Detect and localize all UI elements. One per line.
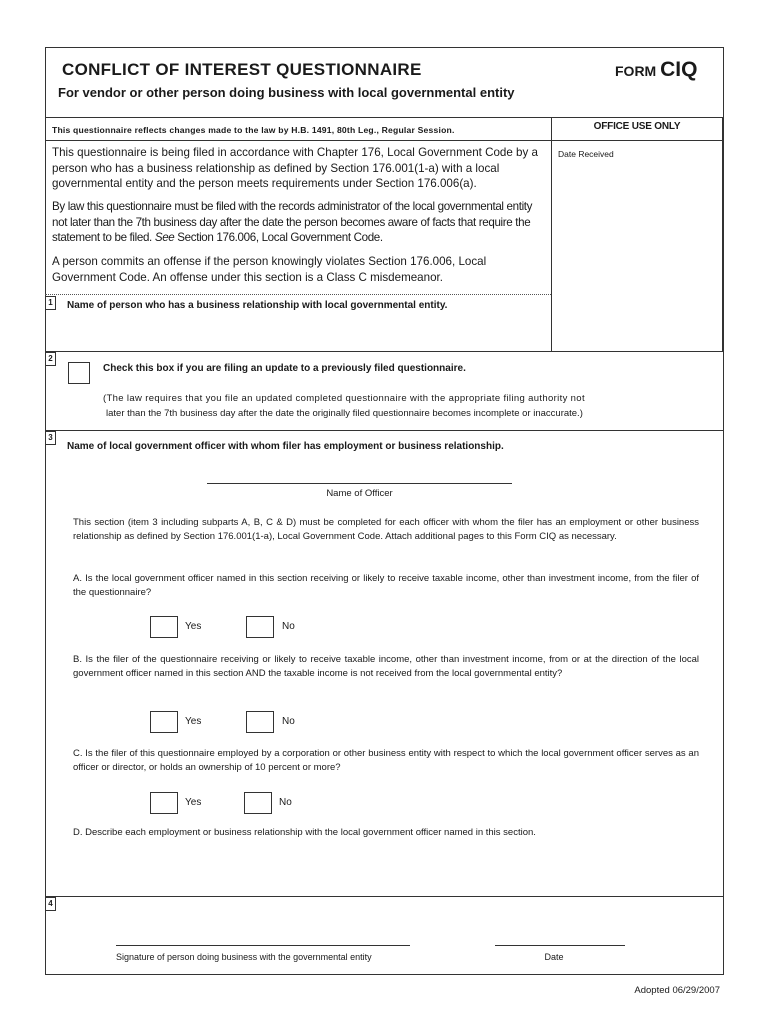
adopted-date: Adopted 06/29/2007 [634,985,720,996]
question-c-no-checkbox[interactable] [244,792,272,814]
section-3-label: Name of local government officer with whom filer has employment or business relationship. [67,441,504,452]
note-divider [45,140,551,141]
header-divider [45,117,551,118]
update-checkbox[interactable] [68,362,90,384]
office-use-divider [551,140,723,141]
section-2-number: 2 [45,352,56,366]
intro-paragraph-2-see: See [154,231,175,244]
question-b-yes-checkbox[interactable] [150,711,178,733]
office-use-title: OFFICE USE ONLY [593,121,681,132]
question-a-no-checkbox[interactable] [246,616,274,638]
section-2-divider [45,351,724,352]
section-1-label: Name of person who has a business relationship with local governmental entity. [67,300,448,311]
section-1-number: 1 [45,296,56,310]
section-1-name-field[interactable] [56,316,546,350]
form-code: CIQ [660,58,698,81]
signature-line[interactable] [116,945,410,946]
signature-caption: Signature of person doing business with the governmental entity [116,952,372,962]
date-received-label: Date Received [558,149,614,159]
question-a-yes-checkbox[interactable] [150,616,178,638]
date-caption: Date [544,952,564,962]
question-d: D. Describe each employment or business relationship with the local government officer named in this section. [73,827,536,838]
question-b-no-checkbox[interactable] [246,711,274,733]
intro-paragraph-2-main: By law this questionnaire must be filed with the records administrator of the local governmental entity not later than the 7th business day after the date the person becomes aware of facts that require the statement to be filed. [52,200,533,244]
section-4-divider [45,896,724,897]
section-2-label: Check this box if you are filing an update to a previously filed questionnaire. [103,363,466,374]
question-c-yes-label: Yes [185,797,202,808]
section-3-divider [45,430,724,431]
question-c: C. Is the filer of this questionnaire employed by a corporation or other business entity with respect to which the local government officer serves as an officer or director, or holds an ownership of 10 percent or more? [73,748,699,773]
intro-paragraph-3: A person commits an offense if the person knowingly violates Section 176.006, Local Government Code. An offense under this section is a Class C misdemeanor. [52,255,487,284]
question-c-no-label: No [279,797,292,808]
officer-name-caption: Name of Officer [326,488,393,499]
law-note: This questionnaire reflects changes made to the law by H.B. 1491, 80th Leg., Regular Session. [52,125,455,135]
officer-name-line[interactable] [207,483,512,484]
intro-paragraph-2-ref: Section 176.006, Local Government Code. [177,231,383,244]
question-a-yes-label: Yes [185,621,202,632]
form-code-label [615,58,697,82]
question-c-yes-checkbox[interactable] [150,792,178,814]
question-b-no-label: No [282,716,295,727]
intro-paragraph-2 [52,199,547,246]
form-subtitle: For vendor or other person doing business with local governmental entity [58,85,515,100]
question-a: A. Is the local government officer named in this section receiving or likely to receive taxable income, other than investment income, from the filer of the questionnaire? [73,573,699,598]
section-3-number: 3 [45,431,56,445]
date-line[interactable] [495,945,625,946]
question-b: B. Is the filer of the questionnaire receiving or likely to receive taxable income, other than investment income, from or at the direction of the local government officer named in this section AND the taxable income is not received from the local governmental entity? [73,654,699,679]
section-4-number: 4 [45,897,56,911]
section-1-divider [45,294,551,295]
question-d-answer-field[interactable] [73,845,699,893]
intro-paragraph-1: This questionnaire is being filed in accordance with Chapter 176, Local Government Code by a person who has a business relationship as defined by Section 176.001(1-a) with a local governmental entity and the person meets requirements under Section 176.006(a). [52,146,538,190]
section-3-instructions: This section (item 3 including subparts A, B, C & D) must be completed for each officer with whom the filer has an employment or other business relationship as defined by Section 176.001(1-a), Local Government Code. Attach additional pages to this Form CIQ as necessary. [73,517,699,542]
section-2-note-line-2: later than the 7th business day after the date the originally filed questionnaire becomes incomplete or inaccurate.) [106,408,583,419]
form-title: CONFLICT OF INTEREST QUESTIONNAIRE [62,60,422,79]
question-b-yes-label: Yes [185,716,202,727]
question-a-no-label: No [282,621,295,632]
section-2-note-line-1: (The law requires that you file an updated completed questionnaire with the appropriate filing authority not [103,393,585,404]
form-label: FORM [615,63,657,79]
